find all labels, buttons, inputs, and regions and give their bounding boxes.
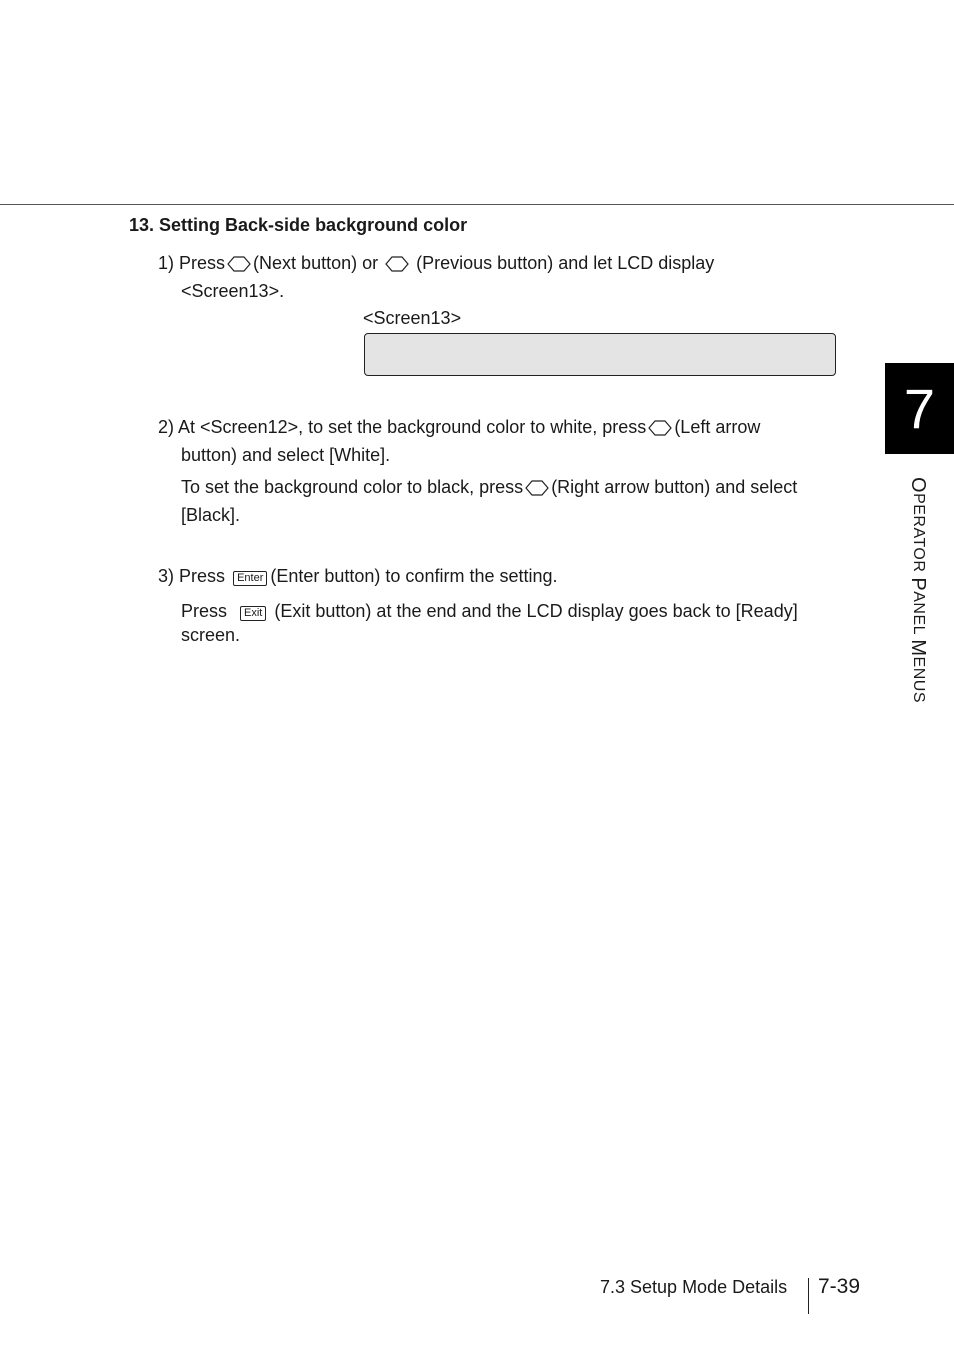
step3-line2	[181, 600, 798, 622]
section-heading: 13. Setting Back-side background color	[129, 215, 468, 235]
step2-line4: [Black].	[181, 505, 241, 525]
step2-line2: button) and select [White].	[181, 445, 391, 465]
step2-line3b: (Right arrow button) and select	[551, 477, 798, 497]
step2-line3a: To set the background color to black, press	[181, 477, 524, 497]
chapter-tab: 7	[885, 363, 954, 454]
footer-divider	[808, 1278, 809, 1314]
left-arrow-button-icon	[648, 420, 672, 436]
screen13-label: <Screen13>	[363, 308, 462, 328]
step1-press: Press	[179, 253, 226, 273]
step2-line1	[158, 416, 760, 438]
step2-part1: At <Screen12>, to set the background color to white, press	[178, 417, 647, 437]
step1-prev-label: (Previous button) and let LCD display	[416, 253, 715, 273]
header-rule	[0, 204, 954, 205]
footer-section-title: 7.3 Setup Mode Details	[600, 1277, 788, 1297]
exit-key-icon: Exit	[240, 606, 266, 621]
step3-line1	[158, 565, 558, 587]
step2-line3	[181, 476, 797, 498]
step1-next-label: (Next button) or	[253, 253, 379, 273]
step1-line2: <Screen13>.	[181, 281, 285, 301]
step1-line1	[158, 252, 714, 274]
step3-enter-text: (Enter button) to confirm the setting.	[270, 566, 558, 586]
lcd-screen13	[364, 333, 836, 376]
step3-exit-text: (Exit button) at the end and the LCD display goes back to [Ready]	[274, 601, 798, 621]
chapter-title: OPERATOR PANEL MENUS	[907, 477, 929, 703]
next-button-icon	[227, 256, 251, 272]
step3-press2: Press	[181, 601, 228, 621]
step3-number: 3)	[158, 566, 175, 586]
right-arrow-button-icon	[525, 480, 549, 496]
step3-press: Press	[179, 566, 226, 586]
page-number: 7-39	[818, 1275, 861, 1298]
step1-number: 1)	[158, 253, 175, 273]
step2-part2: (Left arrow	[674, 417, 761, 437]
enter-key-icon: Enter	[233, 571, 267, 586]
step2-number: 2)	[158, 417, 175, 437]
step3-line3: screen.	[181, 625, 241, 645]
previous-button-icon	[385, 256, 409, 272]
